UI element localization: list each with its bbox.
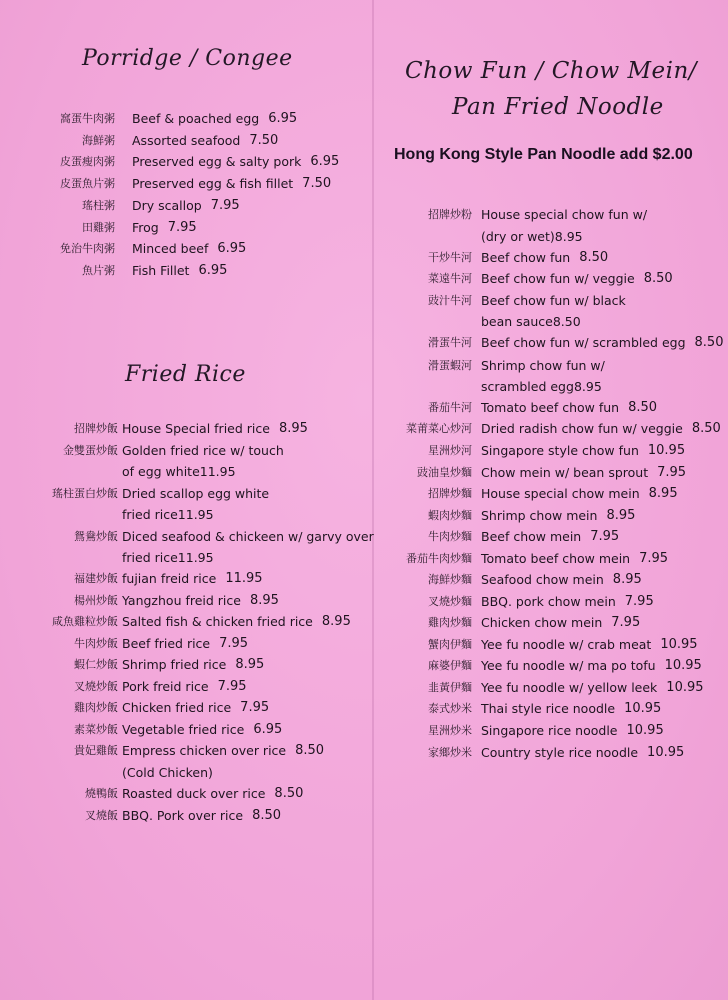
item-chinese-name: 牛肉炒麵 xyxy=(428,530,472,543)
item-continuation-text: (Cold Chicken) xyxy=(122,764,213,780)
item-price: 11.95 xyxy=(199,463,236,479)
menu-item xyxy=(0,612,640,632)
item-price: 6.95 xyxy=(253,721,283,737)
item-english-name: Diced seafood & chickeen w/ garvy over xyxy=(122,528,374,544)
item-continuation-text: of egg white xyxy=(122,463,200,479)
item-english-name: Golden fried rice w/ touch xyxy=(122,442,284,458)
menu-item xyxy=(0,483,678,503)
item-price: 6.95 xyxy=(217,240,247,256)
item-price: 7.95 xyxy=(611,614,641,630)
item-chinese-name: 招牌炒粉 xyxy=(428,208,472,221)
item-price: 10.95 xyxy=(624,700,662,716)
item-chinese-name: 星洲炒米 xyxy=(428,724,472,737)
item-chinese-name: 雞肉炒麵 xyxy=(428,616,472,629)
item-english-name: Preserved egg & fish fillet xyxy=(132,175,294,191)
menu-item xyxy=(0,173,331,193)
item-price: 7.95 xyxy=(210,197,240,213)
item-continuation-text: (dry or wet) xyxy=(481,228,555,244)
item-chinese-name: 叉燒炒飯 xyxy=(74,680,118,693)
item-english-name: Roasted duck over rice xyxy=(122,785,266,801)
item-price: 8.95 xyxy=(249,592,279,608)
item-chinese-name: 免治牛肉粥 xyxy=(60,242,115,255)
menu-item xyxy=(0,783,303,803)
menu-item xyxy=(0,698,661,718)
item-english-name: House special chow mein xyxy=(481,485,640,501)
item-continuation-text: bean sauce xyxy=(481,313,553,329)
menu-item xyxy=(0,355,605,375)
item-price: 11.95 xyxy=(177,506,214,522)
item-chinese-name: 豉油皇炒麵 xyxy=(417,466,472,479)
item-chinese-name: 雞肉炒飯 xyxy=(74,701,118,714)
item-chinese-name: 泰式炒米 xyxy=(428,702,472,715)
item-english-name: Beef & poached egg xyxy=(132,110,260,126)
item-chinese-name: 豉汁牛河 xyxy=(428,294,472,307)
menu-item xyxy=(0,130,278,150)
item-price: 8.95 xyxy=(612,571,642,587)
item-chinese-name: 麻婆伊麵 xyxy=(428,659,472,672)
menu-item xyxy=(0,462,686,482)
item-price: 6.95 xyxy=(198,262,228,278)
item-chinese-name: 叉燒飯 xyxy=(85,809,118,822)
item-chinese-name: 滑蛋蝦河 xyxy=(428,359,472,372)
item-chinese-name: 家鄉炒米 xyxy=(428,746,472,759)
item-english-name: Beef fried rice xyxy=(122,635,211,651)
item-price: 10.95 xyxy=(647,442,686,458)
menu-item xyxy=(0,591,654,611)
item-price: 8.50 xyxy=(628,399,658,415)
item-english-name: Seafood chow mein xyxy=(481,571,604,587)
item-chinese-name: 牛肉炒飯 xyxy=(74,637,118,650)
item-price: 7.95 xyxy=(219,635,249,651)
menu-item xyxy=(0,397,657,417)
item-price: 10.95 xyxy=(666,679,704,695)
item-chinese-name: 鴛鴦炒飯 xyxy=(74,530,118,543)
menu-item xyxy=(0,332,723,352)
item-chinese-name: 金雙蛋炒飯 xyxy=(63,444,118,457)
item-english-name: Chicken chow mein xyxy=(481,614,603,630)
item-price: 8.95 xyxy=(235,656,265,672)
menu-item xyxy=(0,526,619,546)
item-continuation xyxy=(481,311,581,331)
item-price: 8.50 xyxy=(579,249,609,265)
item-english-name: Singapore rice noodle xyxy=(481,722,618,738)
item-chinese-name: 瑤柱蛋白炒飯 xyxy=(52,487,118,500)
menu-item xyxy=(0,151,339,171)
menu-item xyxy=(0,655,702,675)
item-english-name: Beef chow mein xyxy=(481,528,582,544)
item-price: 7.50 xyxy=(302,175,332,191)
item-price: 7.50 xyxy=(249,132,279,148)
item-english-name: Shrimp chow fun w/ xyxy=(481,357,605,373)
item-english-name: Empress chicken over rice xyxy=(122,742,287,758)
item-price: 8.95 xyxy=(648,485,678,501)
item-chinese-name: 窩蛋牛肉粥 xyxy=(60,112,115,125)
item-chinese-name: 菜遠牛河 xyxy=(428,272,472,285)
chow-section-title-line2: Pan Fried Noodle xyxy=(452,94,664,120)
menu-item xyxy=(0,634,698,654)
item-english-name: Shrimp chow mein xyxy=(481,507,598,523)
item-chinese-name: 韭黃伊麵 xyxy=(428,681,472,694)
item-chinese-name: 招牌炒飯 xyxy=(74,422,118,435)
porridge-section-title: Porridge / Congee xyxy=(82,46,293,71)
item-english-name: BBQ. pork chow mein xyxy=(481,593,616,609)
item-continuation xyxy=(481,226,583,246)
item-english-name: Assorted seafood xyxy=(132,132,241,148)
item-price: 7.95 xyxy=(167,219,197,235)
item-price: 8.95 xyxy=(606,507,636,523)
item-price: 7.95 xyxy=(217,678,247,694)
item-english-name: BBQ. Pork over rice xyxy=(122,807,244,823)
item-english-name: Yee fu noodle w/ crab meat xyxy=(481,636,652,652)
item-price: 7.95 xyxy=(657,464,687,480)
item-english-name: Dry scallop xyxy=(132,197,202,213)
pan-noodle-note: Hong Kong Style Pan Noodle add $2.00 xyxy=(394,146,693,163)
item-price: 8.50 xyxy=(694,334,724,350)
menu-item xyxy=(0,720,664,740)
item-price: 10.95 xyxy=(626,722,664,738)
item-english-name: Beef chow fun xyxy=(481,249,571,265)
menu-item xyxy=(0,247,608,267)
item-chinese-name: 滑蛋牛河 xyxy=(428,336,472,349)
item-chinese-name: 燒鴨飯 xyxy=(85,787,118,800)
item-continuation xyxy=(122,762,213,782)
item-chinese-name: 瑤柱粥 xyxy=(82,199,115,212)
item-price: 11.95 xyxy=(225,570,263,586)
item-chinese-name: 皮蛋瘦肉粥 xyxy=(60,155,115,168)
item-english-name: Tomato beef chow fun xyxy=(481,399,620,415)
menu-item xyxy=(0,805,281,825)
menu-item xyxy=(0,569,642,589)
item-chinese-name: 叉燒炒麵 xyxy=(428,595,472,608)
item-english-name: Yangzhou freid rice xyxy=(122,592,241,608)
item-chinese-name: 干炒牛河 xyxy=(428,251,472,264)
item-price: 7.95 xyxy=(240,699,270,715)
item-english-name: Yee fu noodle w/ yellow leek xyxy=(481,679,658,695)
menu-item xyxy=(0,677,704,697)
menu-item xyxy=(0,742,684,762)
item-english-name: Chicken fried rice xyxy=(122,699,232,715)
item-price: 10.95 xyxy=(660,636,698,652)
item-chinese-name: 咸魚雞粒炒飯 xyxy=(52,615,118,628)
item-chinese-name: 海鮮粥 xyxy=(82,134,115,147)
item-price: 8.50 xyxy=(295,742,325,758)
item-price: 8.95 xyxy=(321,613,351,629)
item-english-name: Vegetable fried rice xyxy=(122,721,245,737)
item-price: 8.50 xyxy=(691,420,721,436)
item-chinese-name: 魚片粥 xyxy=(82,264,115,277)
item-chinese-name: 蝦肉炒麵 xyxy=(428,509,472,522)
item-continuation-text: scrambled egg xyxy=(481,378,574,394)
item-english-name: Yee fu noodle w/ ma po tofu xyxy=(481,657,656,673)
item-chinese-name: 皮蛋魚片粥 xyxy=(60,177,115,190)
item-continuation-text: fried rice xyxy=(122,506,178,522)
item-english-name: House Special fried rice xyxy=(122,420,270,436)
item-english-name: Beef chow fun w/ veggie xyxy=(481,270,635,286)
item-price: 8.95 xyxy=(573,378,602,394)
item-english-name: Dried scallop egg white xyxy=(122,485,270,501)
item-english-name: Tomato beef chow mein xyxy=(481,550,631,566)
item-english-name: Beef chow fun w/ scrambled egg xyxy=(481,334,686,350)
item-english-name: Preserved egg & salty pork xyxy=(132,153,302,169)
item-chinese-name: 田雞粥 xyxy=(82,221,115,234)
item-price: 8.50 xyxy=(252,807,282,823)
menu-item xyxy=(0,108,297,128)
item-english-name: Shrimp fried rice xyxy=(122,656,227,672)
item-english-name: Dried radish chow fun w/ veggie xyxy=(481,420,683,436)
item-english-name: Thai style rice noodle xyxy=(481,700,616,716)
item-english-name: Salted fish & chicken fried rice xyxy=(122,613,313,629)
item-price: 6.95 xyxy=(310,153,340,169)
item-chinese-name: 海鮮炒麵 xyxy=(428,573,472,586)
item-price: 8.95 xyxy=(278,420,308,436)
item-price: 11.95 xyxy=(177,549,214,565)
item-english-name: House special chow fun w/ xyxy=(481,206,648,222)
item-continuation-text: fried rice xyxy=(122,549,178,565)
item-english-name: Singapore style chow fun xyxy=(481,442,639,458)
menu-item xyxy=(0,440,685,460)
menu-item xyxy=(0,505,635,525)
item-english-name: Pork freid rice xyxy=(122,678,209,694)
item-price: 8.50 xyxy=(552,313,581,329)
item-chinese-name: 星洲炒河 xyxy=(428,444,472,457)
item-chinese-name: 招牌炒麵 xyxy=(428,487,472,500)
menu-item xyxy=(0,204,647,224)
item-price: 7.95 xyxy=(590,528,620,544)
menu-item xyxy=(0,548,668,568)
item-price: 10.95 xyxy=(664,657,702,673)
item-price: 7.95 xyxy=(639,550,669,566)
item-english-name: Beef chow fun w/ black xyxy=(481,292,626,308)
item-english-name: Minced beef xyxy=(132,240,209,256)
item-price: 8.95 xyxy=(554,228,583,244)
item-english-name: Frog xyxy=(132,219,159,235)
item-chinese-name: 番茄牛肉炒麵 xyxy=(406,552,472,565)
item-chinese-name: 蟹肉伊麵 xyxy=(428,638,472,651)
menu-item xyxy=(0,418,721,438)
item-price: 7.95 xyxy=(624,593,654,609)
item-english-name: Country style rice noodle xyxy=(481,744,639,760)
menu-item xyxy=(0,268,673,288)
item-chinese-name: 福建炒飯 xyxy=(74,572,118,585)
item-chinese-name: 蝦仁炒飯 xyxy=(74,658,118,671)
item-english-name: fujian freid rice xyxy=(122,570,217,586)
item-price: 10.95 xyxy=(647,744,685,760)
item-chinese-name: 楊州炒飯 xyxy=(74,594,118,607)
item-price: 6.95 xyxy=(268,110,298,126)
chow-section-title-line1: Chow Fun / Chow Mein/ xyxy=(405,58,698,84)
item-chinese-name: 番茄牛河 xyxy=(428,401,472,414)
item-price: 8.50 xyxy=(643,270,673,286)
item-price: 8.50 xyxy=(274,785,304,801)
item-chinese-name: 素菜炒飯 xyxy=(74,723,118,736)
item-english-name: Chow mein w/ bean sprout xyxy=(481,464,649,480)
item-continuation xyxy=(481,376,602,396)
item-chinese-name: 貴妃雞飯 xyxy=(74,744,118,757)
fried-rice-section-title: Fried Rice xyxy=(125,362,246,387)
item-english-name: Fish Fillet xyxy=(132,262,190,278)
item-chinese-name: 菜莆菜心炒河 xyxy=(406,422,472,435)
menu-item xyxy=(0,290,626,310)
